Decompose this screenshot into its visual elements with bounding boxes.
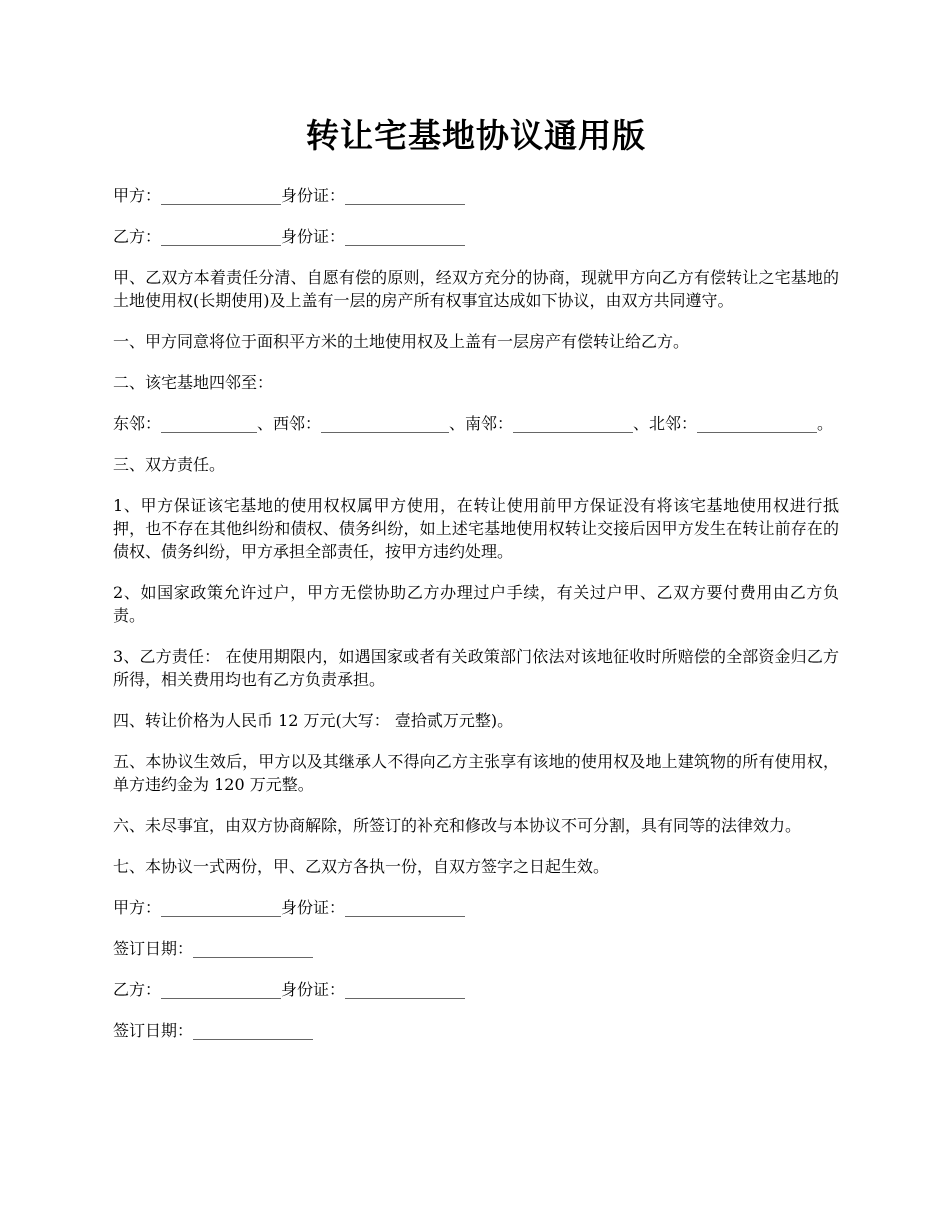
signature-date-a: 签订日期：_______________	[113, 939, 314, 958]
document-body	[113, 110, 839, 1060]
clause-seven: 七、本协议一式两份，甲、乙双方各执一份，自双方签字之日起生效。	[113, 857, 610, 876]
signature-party-b: 乙方：_______________身份证：_______________	[113, 980, 466, 999]
clause-six: 六、未尽事宜，由双方协商解除，所签订的补充和修改与本协议不可分割，具有同等的法律效力。	[113, 816, 802, 835]
responsibility-item-2: 2、如国家政策允许过户，甲方无偿协助乙方办理过户手续，有关过户甲、乙双方要付费用由乙方负责。	[113, 583, 839, 625]
document-title: 转让宅基地协议通用版	[306, 116, 646, 155]
responsibility-item-3: 3、乙方责任： 在使用期限内，如遇国家或者有关政策部门依法对该地征收时所赔偿的全部资金归乙方所得，相关费用均也有乙方负责承担。	[113, 647, 839, 689]
party-a-line: 甲方：_______________身份证：_______________	[113, 186, 466, 205]
clause-two-heading: 二、该宅基地四邻至：	[113, 373, 274, 392]
responsibility-item-1: 1、甲方保证该宅基地的使用权权属甲方使用，在转让使用前甲方保证没有将该宅基地使用权进行抵押，也不存在其他纠纷和债权、债务纠纷，如上述宅基地使用权转让交接后因甲方发生在转让前存在的债权、债务纠纷，甲方承担全部责任，按甲方违约处理。	[113, 496, 839, 561]
clause-four-price: 四、转让价格为人民币 12 万元(大写： 壹拾贰万元整)。	[113, 711, 514, 730]
preamble-paragraph: 甲、乙双方本着责任分清、自愿有偿的原则，经双方充分的协商，现就甲方向乙方有偿转让之宅基地的土地使用权(长期使用)及上盖有一层的房产所有权事宜达成如下协议，由双方共同遵守。	[113, 268, 839, 310]
signature-date-b: 签订日期：_______________	[113, 1021, 314, 1040]
clause-five: 五、本协议生效后，甲方以及其继承人不得向乙方主张享有该地的使用权及地上建筑物的所有使用权，单方违约金为 120 万元整。	[113, 752, 839, 794]
clause-three-heading: 三、双方责任。	[113, 455, 226, 474]
clause-one: 一、甲方同意将位于面积平方米的土地使用权及上盖有一层房产有偿转让给乙方。	[113, 332, 690, 351]
signature-party-a: 甲方：_______________身份证：_______________	[113, 898, 466, 917]
neighbors-line: 东邻：____________、西邻：________________、南邻：_______________、北邻：_______________。	[113, 414, 834, 433]
party-b-line: 乙方：_______________身份证：_______________	[113, 227, 466, 246]
